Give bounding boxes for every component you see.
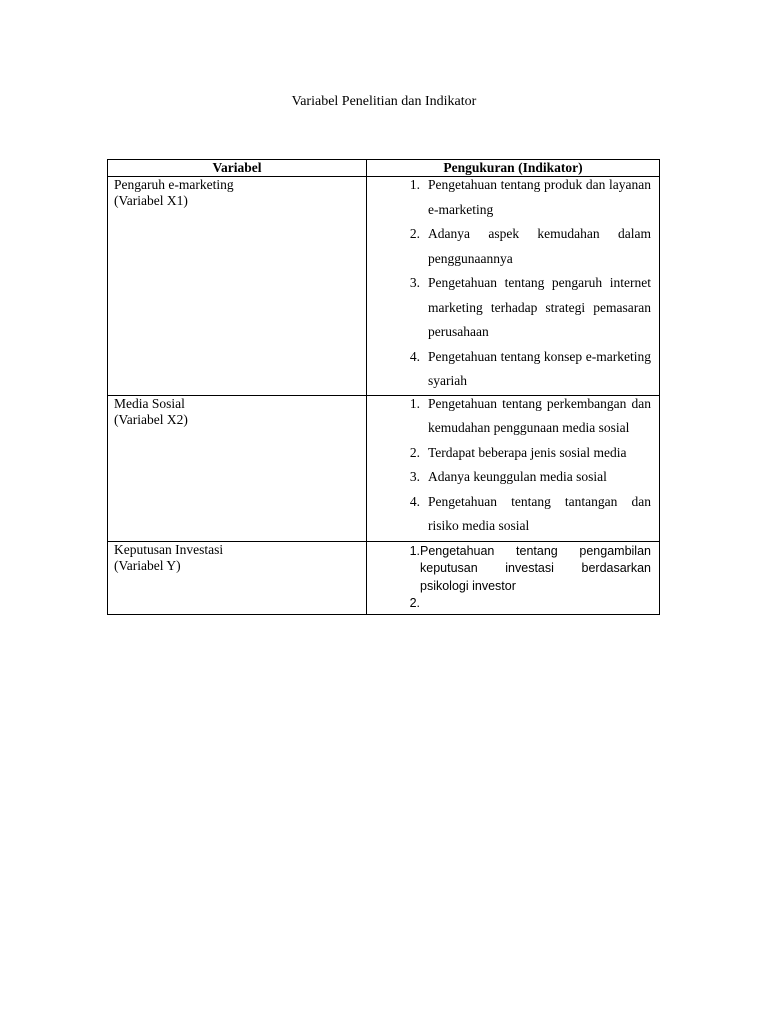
header-variabel: Variabel: [108, 160, 367, 177]
variable-cell: [108, 177, 367, 396]
indicator-text: Adanya aspek kemudahan dalam penggunaannya: [428, 226, 651, 266]
indicator-item: [368, 490, 658, 539]
variables-table: [107, 159, 660, 615]
indicator-item: [368, 595, 658, 613]
indicator-cell: [367, 395, 660, 541]
indicator-item: [368, 173, 658, 222]
indicator-item: [368, 271, 658, 345]
indicator-text: Pengetahuan tentang pengaruh internet marketing terhadap strategi pemasaran perusahaan: [428, 275, 651, 339]
indicator-number: 4.: [409, 348, 420, 364]
variable-code: (Variabel X2): [114, 411, 188, 427]
indicator-item: [368, 345, 658, 394]
indicator-item: [368, 465, 658, 490]
indicator-text: Adanya keunggulan media sosial: [428, 469, 607, 484]
variable-name: Media Sosial: [114, 395, 185, 411]
indicator-number: 3.: [409, 275, 420, 290]
indicator-number: 1.: [409, 543, 420, 558]
indicator-text: Pengetahuan tentang tantangan dan risiko media sosial: [428, 493, 651, 533]
indicator-number: 2.: [409, 596, 420, 610]
indicator-number: 2.: [409, 444, 420, 460]
variable-code: (Variabel X1): [114, 193, 188, 208]
indicator-item: [368, 392, 658, 441]
indicator-number: 1.: [409, 177, 420, 192]
indicator-number: 2.: [409, 226, 420, 241]
indicator-number: 1.: [409, 395, 420, 411]
variable-cell: [108, 541, 367, 614]
indicator-text: Terdapat beberapa jenis sosial media: [428, 444, 627, 460]
indicator-item: [368, 441, 658, 466]
indicator-text: Pengetahuan tentang perkembangan dan kemudahan penggunaan media sosial: [428, 395, 651, 435]
indicator-cell: [367, 541, 660, 614]
indicator-text: Pengetahuan tentang pengambilan keputusan investasi berdasarkan psikologi investor: [420, 543, 651, 593]
indicator-text: Pengetahuan tentang produk dan layanan e-marketing: [428, 177, 651, 217]
variable-name: Keputusan Investasi: [114, 541, 224, 557]
table-row: [108, 541, 660, 614]
indicator-item: [368, 222, 658, 271]
table-row: [108, 395, 660, 541]
variable-code: (Variabel Y): [114, 557, 181, 573]
table-row: [108, 177, 660, 396]
indicator-cell: [367, 177, 660, 396]
variable-name: Pengaruh e-marketing: [114, 177, 234, 192]
indicator-number: 3.: [409, 469, 420, 484]
indicator-text: [420, 595, 651, 613]
variable-cell: [108, 395, 367, 541]
indicator-item: [368, 543, 658, 596]
indicator-text: Pengetahuan tentang konsep e-marketing syariah: [428, 348, 651, 388]
indicator-number: 4.: [409, 493, 420, 509]
document-title: Variabel Penelitian dan Indikator: [291, 94, 477, 109]
header-pengukuran: Pengukuran (Indikator): [367, 160, 660, 177]
